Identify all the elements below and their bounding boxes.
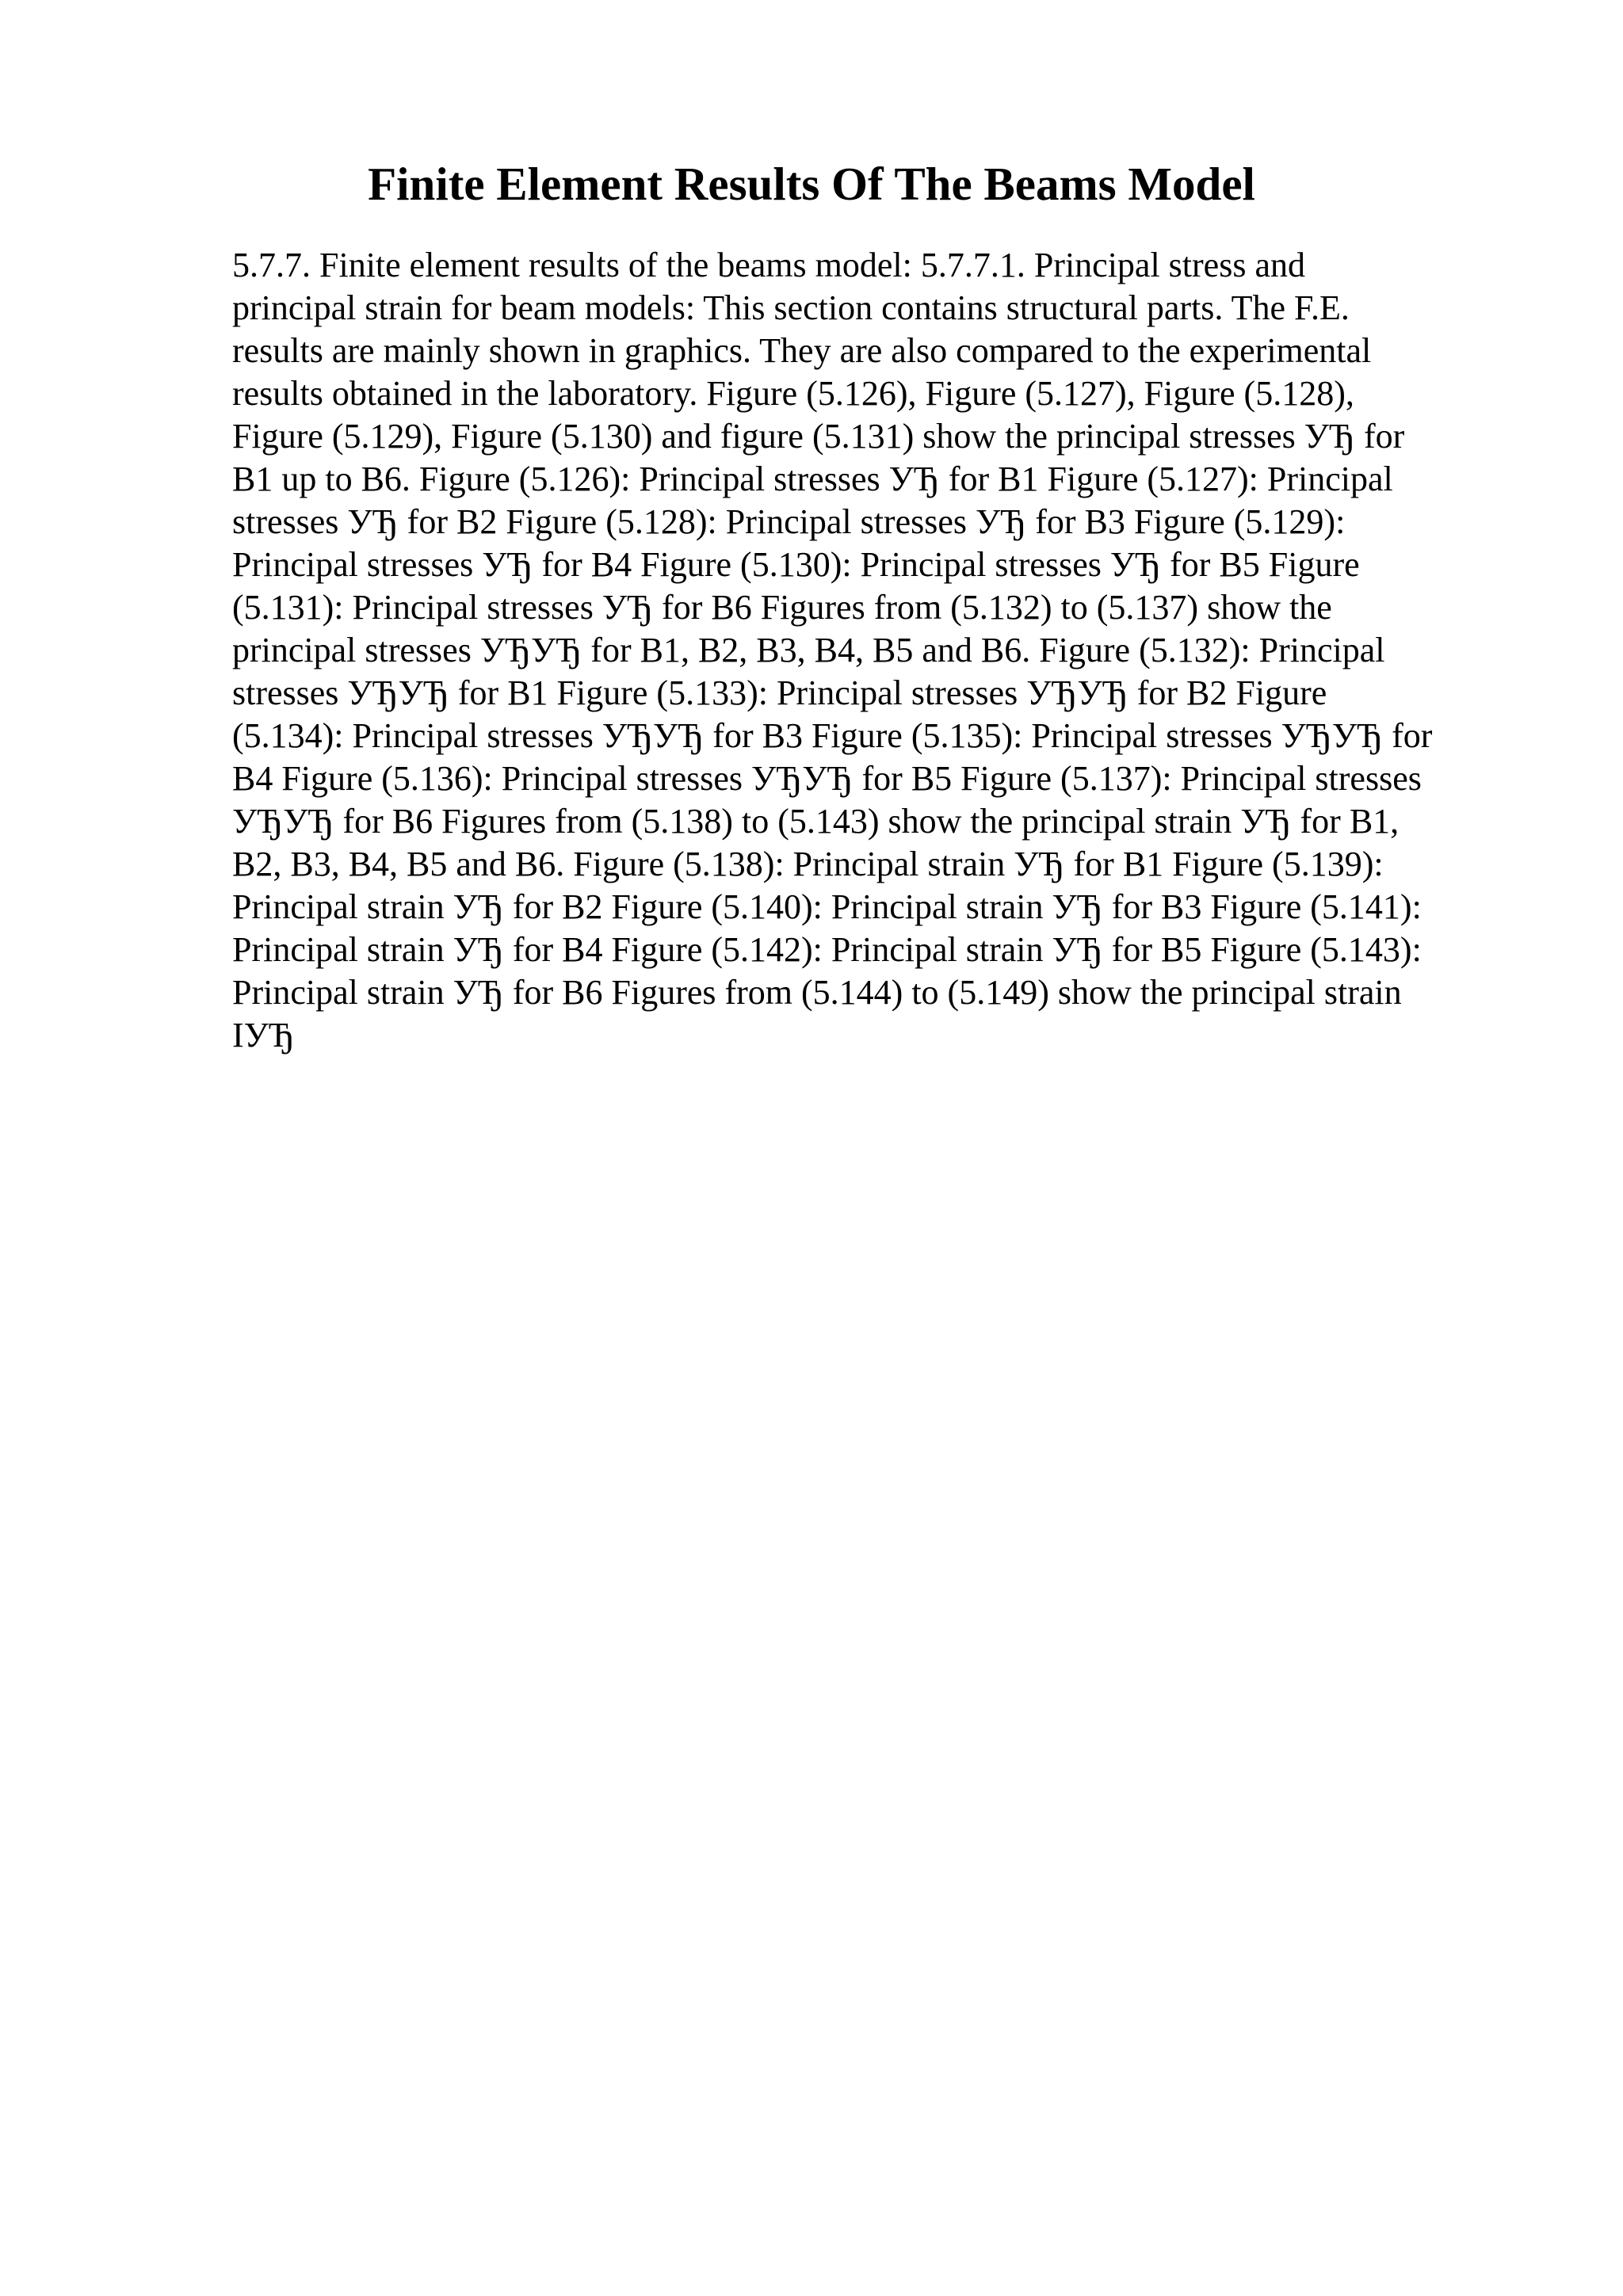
body-line: stresses УЂ for B2 Figure (5.128): Principal stresses УЂ for B3 Figure (5.129): xyxy=(232,502,1346,541)
body-line: Figure (5.129), Figure (5.130) and figure (5.131) show the principal stresses УЂ for xyxy=(232,417,1405,456)
body-line: Principal strain УЂ for B2 Figure (5.140): Principal strain УЂ for B3 Figure (5.141): xyxy=(232,887,1422,926)
body-line: principal strain for beam models: This section contains structural parts. The F.E. xyxy=(232,288,1350,327)
document-body xyxy=(232,244,1516,1057)
body-line: B2, B3, B4, B5 and B6. Figure (5.138): Principal strain УЂ for B1 Figure (5.139): xyxy=(232,845,1384,883)
document-title: Finite Element Results Of The Beams Model xyxy=(368,158,1255,210)
body-line: principal stresses УЂУЂ for B1, B2, B3, B4, B5 and B6. Figure (5.132): Principal xyxy=(232,631,1385,669)
body-line: B1 up to B6. Figure (5.126): Principal stresses УЂ for B1 Figure (5.127): Principal xyxy=(232,460,1393,498)
body-line: stresses УЂУЂ for B1 Figure (5.133): Principal stresses УЂУЂ for B2 Figure xyxy=(232,673,1327,712)
body-line: Principal strain УЂ for B4 Figure (5.142): Principal strain УЂ for B5 Figure (5.143): xyxy=(232,930,1422,969)
body-line: (5.131): Principal stresses УЂ for B6 Figures from (5.132) to (5.137) show the xyxy=(232,588,1332,627)
body-line: УЂУЂ for B6 Figures from (5.138) to (5.143) show the principal strain УЂ for B1, xyxy=(232,802,1400,841)
body-line: results obtained in the laboratory. Figure (5.126), Figure (5.127), Figure (5.128), xyxy=(232,374,1354,413)
body-line: (5.134): Principal stresses УЂУЂ for B3 Figure (5.135): Principal stresses УЂУЂ for xyxy=(232,716,1433,755)
body-line: IУЂ xyxy=(232,1016,295,1055)
body-line: 5.7.7. Finite element results of the beams model: 5.7.7.1. Principal stress and xyxy=(232,246,1305,284)
body-line: Principal strain УЂ for B6 Figures from (5.144) to (5.149) show the principal strain xyxy=(232,973,1402,1012)
body-line: B4 Figure (5.136): Principal stresses УЂУЂ for B5 Figure (5.137): Principal stresses xyxy=(232,759,1422,798)
body-line: results are mainly shown in graphics. They are also compared to the experimental xyxy=(232,331,1372,370)
body-line: Principal stresses УЂ for B4 Figure (5.130): Principal stresses УЂ for B5 Figure xyxy=(232,545,1360,584)
